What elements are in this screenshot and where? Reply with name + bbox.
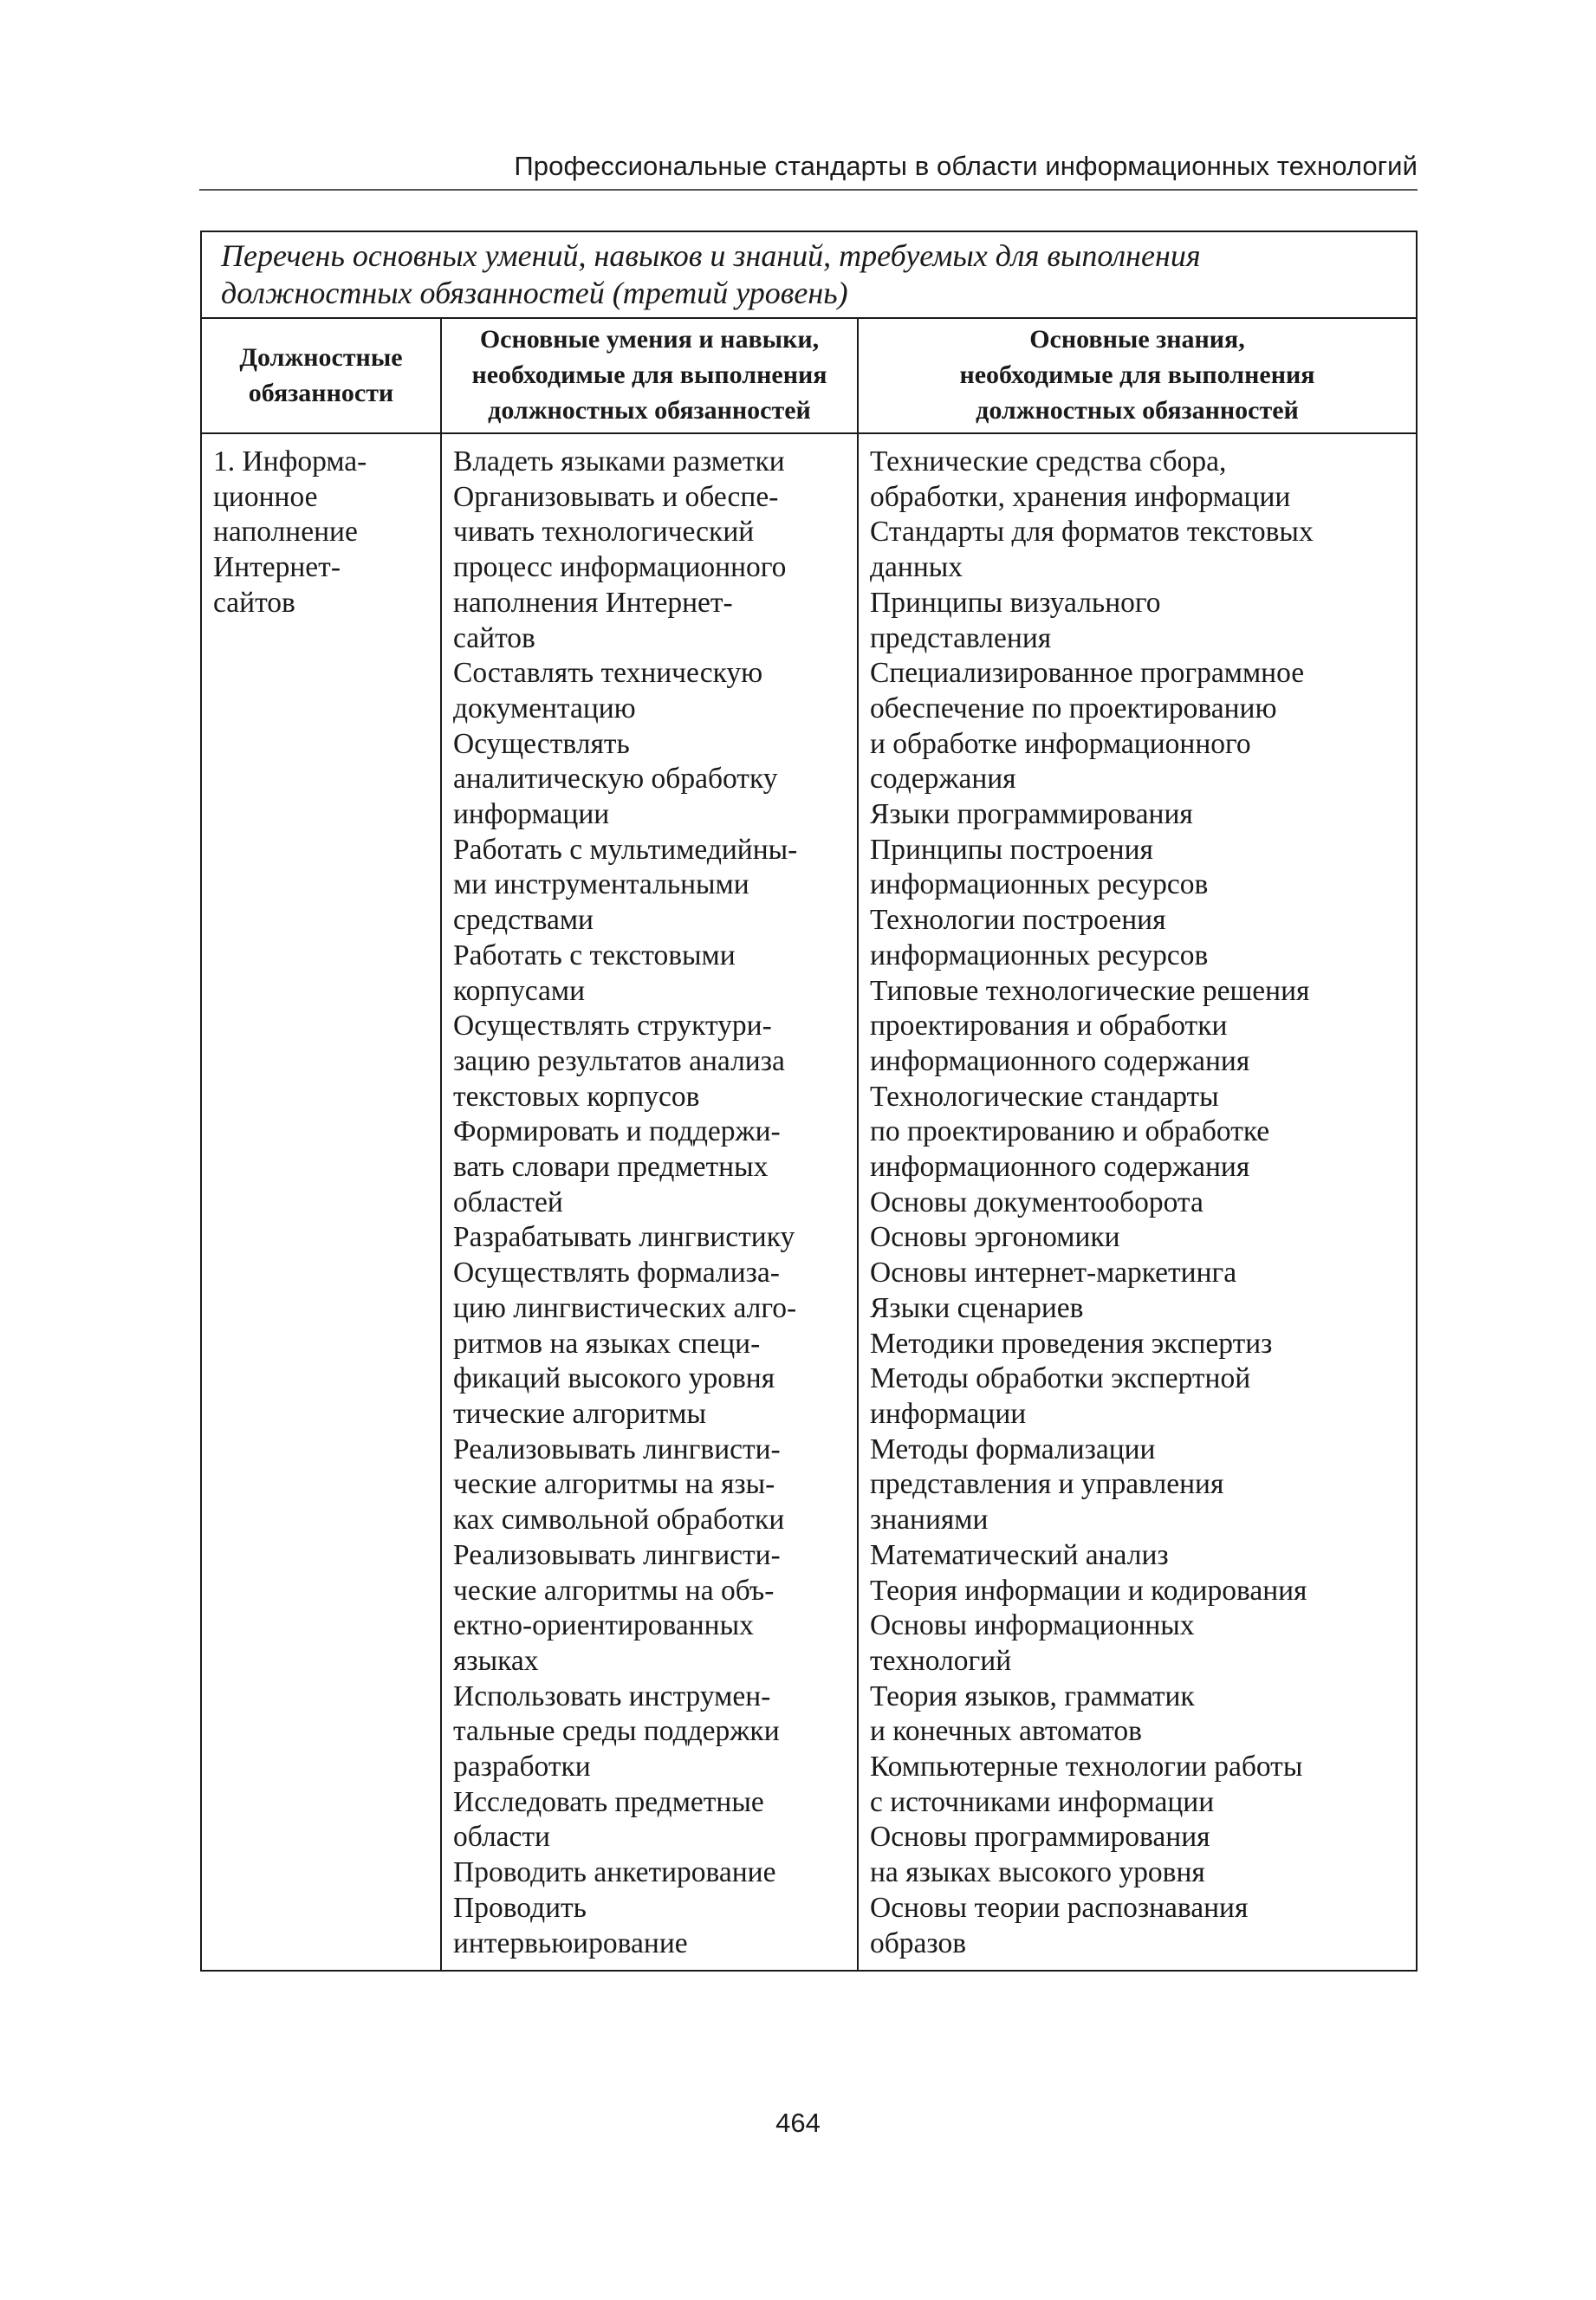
cell-line: зацию результатов анализа <box>453 1044 785 1077</box>
table-header-row <box>201 318 1417 433</box>
cell-line: ритмов на языках специ- <box>453 1327 761 1360</box>
cell-line: Основы интернет-маркетинга <box>870 1257 1237 1290</box>
cell-line: Теория языков, грамматик <box>870 1680 1195 1712</box>
header-line: Основные умения и навыки, <box>479 325 820 354</box>
cell-line: области <box>453 1821 550 1854</box>
page-number: 464 <box>775 2108 821 2138</box>
cell-line: Математический анализ <box>870 1538 1169 1571</box>
cell-line: документацию <box>453 692 636 724</box>
cell-line: Принципы визуального <box>870 586 1161 619</box>
cell-line: Использовать инструмен- <box>453 1680 771 1712</box>
cell-line: вать словари предметных <box>453 1151 769 1184</box>
cell-line: обеспечение по проектированию <box>870 692 1277 724</box>
cell-line: ческие алгоритмы на объ- <box>453 1574 775 1607</box>
cell-line: 1. Информа- <box>213 445 367 478</box>
cell-line: Языки сценариев <box>870 1291 1084 1324</box>
cell-line: Основы информационных <box>870 1609 1195 1642</box>
cell-line: Разрабатывать лингвистику <box>453 1221 795 1254</box>
cell-line: Технические средства сбора, <box>870 445 1227 478</box>
cell-line: Формировать и поддержи- <box>453 1115 781 1148</box>
competency-table <box>200 231 1418 1972</box>
cell-line: Осуществлять <box>453 727 630 760</box>
cell-line: Исследовать предметные <box>453 1785 764 1818</box>
cell-line: средствами <box>453 904 594 937</box>
cell-line: содержания <box>870 763 1016 796</box>
cell-line: Принципы построения <box>870 833 1153 866</box>
cell-line: представления <box>870 621 1052 654</box>
cell-line: информации <box>870 1397 1027 1430</box>
cell-line: ках символьной обработки <box>453 1504 785 1537</box>
cell-line: Реализовывать лингвисти- <box>453 1538 781 1571</box>
cell-line: Теория информации и кодирования <box>870 1574 1307 1607</box>
cell-line: и обработке информационного <box>870 727 1251 760</box>
table-row <box>201 433 1417 1971</box>
cell-line: тические алгоритмы <box>453 1397 706 1430</box>
cell-line: Основы теории распознавания <box>870 1891 1249 1924</box>
cell-line: Компьютерные технологии работы <box>870 1751 1303 1783</box>
cell-line: информационных ресурсов <box>870 939 1209 971</box>
column-header-duties <box>201 318 441 433</box>
caption-line: Перечень основных умений, навыков и знаний, требуемых для выполнения <box>221 238 1201 273</box>
header-line: Должностные <box>239 342 403 372</box>
cell-line: Работать с мультимедийны- <box>453 833 798 866</box>
cell-line: корпусами <box>453 974 586 1007</box>
cell-line: ционное <box>213 480 318 513</box>
cell-line: сайтов <box>213 586 295 619</box>
cell-line: разработки <box>453 1751 591 1783</box>
cell-line: обработки, хранения информации <box>870 480 1291 513</box>
cell-line: интервьюирование <box>453 1926 688 1959</box>
duty-cell <box>201 433 441 1971</box>
cell-line: языках <box>453 1644 539 1677</box>
column-header-skills <box>441 318 858 433</box>
cell-line: цию лингвистических алго- <box>453 1291 797 1324</box>
cell-line: ческие алгоритмы на язы- <box>453 1468 775 1501</box>
cell-line: сайтов <box>453 621 535 654</box>
cell-line: Работать с текстовыми <box>453 939 736 971</box>
cell-line: знаниями <box>870 1504 989 1537</box>
cell-line: информационного содержания <box>870 1151 1250 1184</box>
cell-line: Основы документооборота <box>870 1186 1203 1218</box>
cell-line: фикаций высокого уровня <box>453 1362 775 1395</box>
cell-line: тальные среды поддержки <box>453 1715 780 1748</box>
cell-line: Проводить анкетирование <box>453 1856 776 1889</box>
cell-line: Основы эргономики <box>870 1221 1120 1254</box>
running-header: Профессиональные стандарты в области информационных технологий <box>199 149 1418 191</box>
caption-line: должностных обязанностей (третий уровень) <box>221 276 848 310</box>
cell-line: Составлять техническую <box>453 657 763 690</box>
cell-line: Методики проведения экспертиз <box>870 1327 1273 1360</box>
cell-line: проектирования и обработки <box>870 1010 1228 1043</box>
cell-line: и конечных автоматов <box>870 1715 1142 1748</box>
cell-line: представления и управления <box>870 1468 1224 1501</box>
cell-line: Специализированное программное <box>870 657 1305 690</box>
cell-line: процесс информационного <box>453 551 787 584</box>
cell-line: на языках высокого уровня <box>870 1856 1205 1889</box>
cell-line: Типовые технологические решения <box>870 974 1310 1007</box>
cell-line: наполнение <box>213 516 358 549</box>
header-line: должностных обязанностей <box>488 396 811 425</box>
header-line: обязанности <box>248 378 394 407</box>
cell-line: Языки программирования <box>870 798 1193 831</box>
cell-line: данных <box>870 551 963 584</box>
cell-line: образов <box>870 1926 967 1959</box>
cell-line: ектно-ориентированных <box>453 1609 754 1642</box>
cell-line: Основы программирования <box>870 1821 1210 1854</box>
cell-line: чивать технологический <box>453 516 755 549</box>
cell-line: информационных ресурсов <box>870 868 1209 901</box>
column-header-knowledge <box>858 318 1417 433</box>
cell-line: Осуществлять формализа- <box>453 1257 780 1290</box>
cell-line: Технологические стандарты <box>870 1080 1219 1113</box>
table-caption <box>201 231 1417 318</box>
cell-line: информационного содержания <box>870 1044 1250 1077</box>
cell-line: Проводить <box>453 1891 587 1924</box>
cell-line: Интернет- <box>213 551 341 584</box>
cell-line: с источниками информации <box>870 1785 1215 1818</box>
cell-line: Стандарты для форматов текстовых <box>870 516 1314 549</box>
header-line: необходимые для выполнения <box>471 361 827 389</box>
header-line: Основные знания, <box>1029 325 1245 354</box>
cell-line: Методы обработки экспертной <box>870 1362 1251 1395</box>
knowledge-cell <box>858 433 1417 1971</box>
cell-line: Осуществлять структури- <box>453 1010 772 1043</box>
cell-line: Технологии построения <box>870 904 1166 937</box>
cell-line: Реализовывать лингвисти- <box>453 1433 781 1465</box>
cell-line: по проектированию и обработке <box>870 1115 1270 1148</box>
skills-cell <box>441 433 858 1971</box>
cell-line: технологий <box>870 1644 1012 1677</box>
cell-line: ми инструментальными <box>453 868 749 901</box>
cell-line: наполнения Интернет- <box>453 586 733 619</box>
cell-line: информации <box>453 798 610 831</box>
cell-line: Владеть языками разметки <box>453 445 785 478</box>
cell-line: областей <box>453 1186 563 1218</box>
cell-line: Методы формализации <box>870 1433 1156 1465</box>
header-line: должностных обязанностей <box>976 396 1299 425</box>
cell-line: аналитическую обработку <box>453 763 778 796</box>
cell-line: текстовых корпусов <box>453 1080 700 1113</box>
cell-line: Организовывать и обеспе- <box>453 480 779 513</box>
header-line: необходимые для выполнения <box>959 361 1315 389</box>
table-caption-row <box>201 231 1417 318</box>
